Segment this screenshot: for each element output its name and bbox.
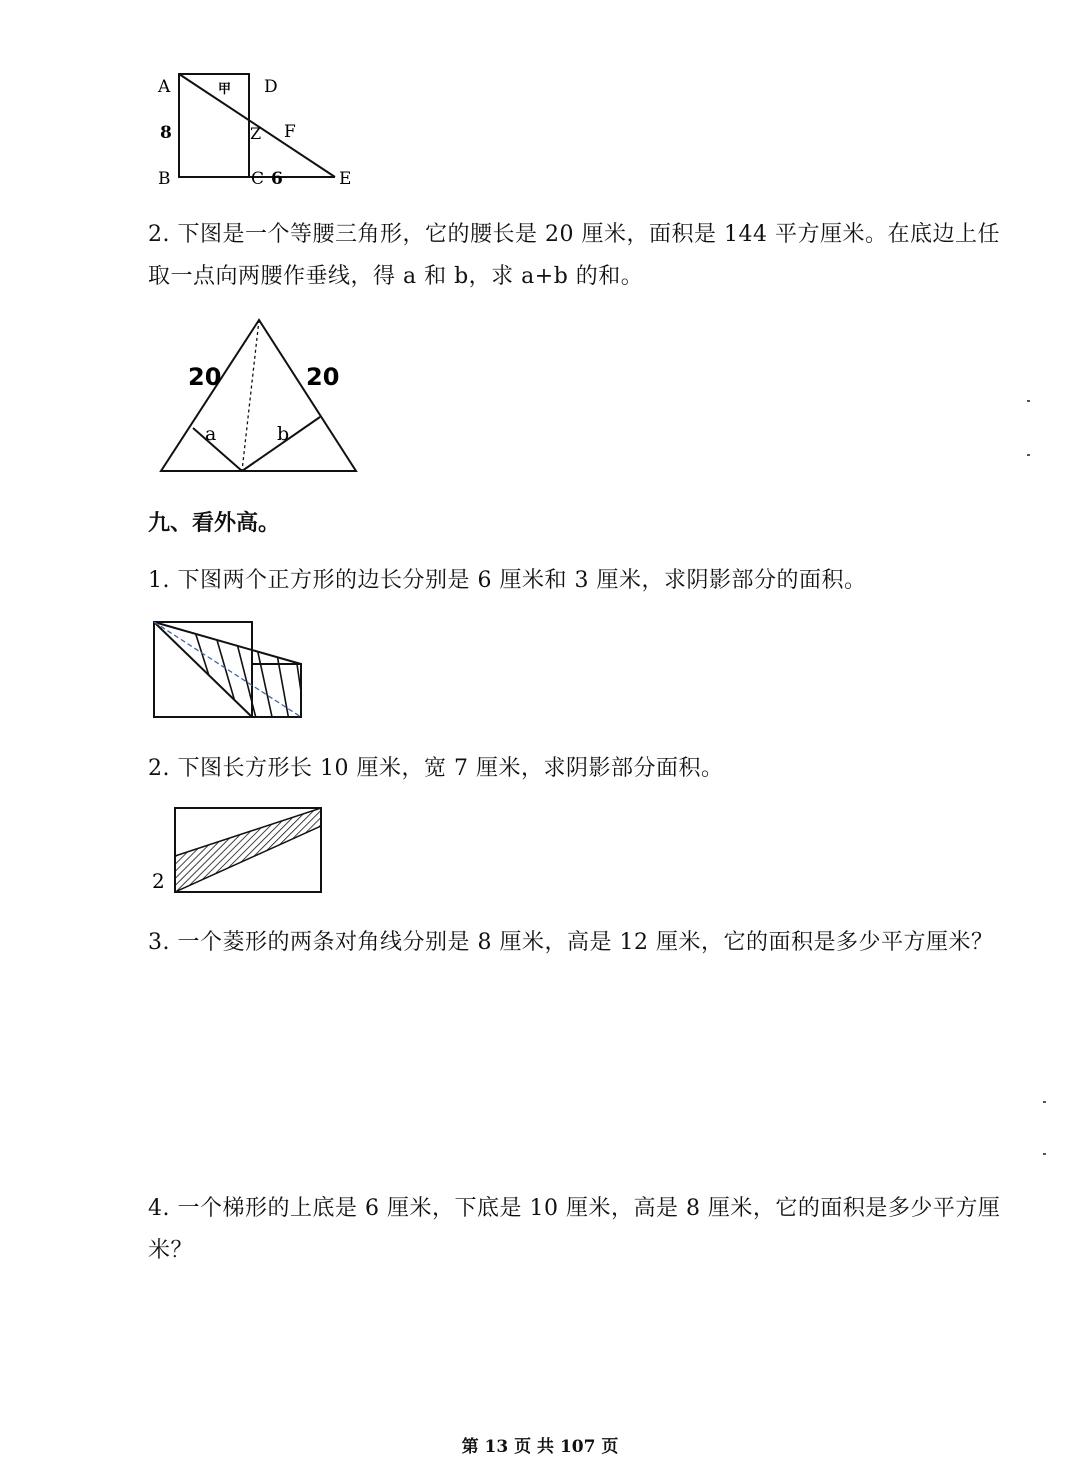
figure-rectangle-band [150, 804, 330, 898]
label-C: C [251, 169, 265, 189]
question-two-squares: 1. 下图两个正方形的边长分别是 6 厘米和 3 厘米，求阴影部分的面积。 [148, 568, 867, 593]
label-D: D [264, 77, 278, 97]
question-isosceles: 2. 下图是一个等腰三角形，它的腰长是 20 厘米，面积是 144 平方厘米。在底边上任取一点向两腰作垂线，得 a 和 b，求 a+b 的和。 [148, 222, 1000, 289]
label-side-8: 8 [160, 123, 172, 143]
label-left-20: 20 [188, 363, 222, 391]
question-rhombus: 3. 一个菱形的两条对角线分别是 8 厘米，高是 12 厘米，它的面积是多少平方厘米？ [148, 930, 994, 955]
label-F: F [284, 122, 296, 142]
rect-abcd [179, 74, 249, 177]
scan-speck [1043, 1101, 1046, 1103]
label-jia: 甲 [218, 82, 232, 97]
scan-speck [1027, 454, 1030, 456]
page-footer: 第 13 页 共 107 页 [461, 1437, 619, 1457]
label-a: a [205, 423, 217, 445]
scan-speck [1043, 1153, 1046, 1155]
triangle-outline [161, 320, 356, 471]
label-A: A [158, 77, 171, 97]
perpendicular-a [193, 428, 242, 471]
label-ce-6: 6 [271, 169, 283, 189]
scan-speck [1027, 400, 1030, 402]
label-E: E [339, 169, 352, 189]
figure-isosceles-triangle [150, 310, 370, 480]
shaded-band [175, 808, 321, 892]
label-b: b [277, 423, 290, 445]
figure-two-squares [150, 616, 310, 726]
small-square [252, 664, 301, 717]
label-right-20: 20 [306, 363, 340, 391]
label-yi: Z [250, 124, 262, 143]
figure-rectangle-abcd [150, 66, 370, 196]
question-rectangle: 2. 下图长方形长 10 厘米，宽 7 厘米，求阴影部分面积。 [148, 756, 724, 781]
label-2: 2 [152, 869, 165, 893]
label-B: B [158, 169, 171, 189]
section-title: 九、看外高。 [148, 511, 281, 536]
question-trapezoid: 4. 一个梯形的上底是 6 厘米，下底是 10 厘米，高是 8 厘米，它的面积是多少平方厘米？ [148, 1196, 1001, 1263]
